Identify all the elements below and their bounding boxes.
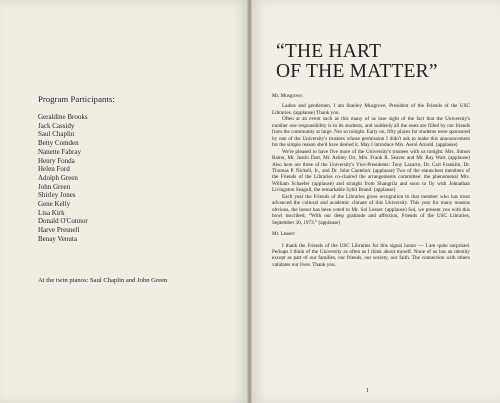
speaker-musgrove: Mr. Musgrove:: [272, 93, 304, 99]
page-title: [276, 42, 466, 82]
participant-name: Shirley Jones: [38, 191, 76, 200]
speaker-lesser: Mr. Lesser:: [272, 231, 296, 238]
participant-name: Betty Comden: [38, 139, 79, 148]
program-participants-heading: Program Participants:: [38, 94, 115, 104]
participant-name: Donald O'Connor: [38, 217, 88, 226]
paragraph: Ladies and gentlemen, I am Stanley Musgrove, President of the Friends of the USC Libraries. (applause) Thank you.: [272, 103, 470, 116]
participants-list: [38, 113, 88, 244]
participant-name: Helen Ford: [38, 165, 70, 174]
participant-name: Benay Venuta: [38, 234, 77, 243]
participant-name: Henry Fonda: [38, 156, 75, 165]
musgrove-remarks: [272, 103, 470, 226]
transcript-body: [272, 93, 470, 268]
participant-name: Nanette Fabray: [38, 147, 81, 156]
participant-name: Geraldine Brooks: [38, 113, 88, 121]
title-line-2: OF THE MATTER”: [276, 61, 438, 82]
twin-pianos-credit: At the twin pianos: Saul Chaplin and John Green: [38, 277, 168, 284]
participant-name: Lisa Kirk: [38, 208, 65, 217]
left-page: [0, 0, 248, 403]
participant-name: John Green: [38, 182, 71, 191]
paragraph: Each year the Friends of the Libraries gives recognition to that member who has most advanced the cultural and academic climate of this University. This year for many reasons obvious, the honor has been voted to Mr. Sol Lesser. (applause) Sol, we present you with this bowl inscribed, “With our deep gratitude and affection, Friends of the USC Libraries, September 30, 1973.” (applause): [272, 193, 470, 226]
title-line-1: “THE HART: [276, 41, 382, 62]
participant-name: Harve Presnell: [38, 226, 80, 235]
paragraph: Often at an event such as this many of us lose sight of the fact that the University's number one responsibility is to its students, and suddenly all the seats are filled by our friends from the community at large. Not so tonight. Early on, fifty places for students were sponsored by one of the University's trustees whose permission I didn't ask to make this announcement for the simple reason she'd have denied it. May I introduce Mrs. Aerol Arnold. (applause): [272, 116, 470, 149]
participant-name: Gene Kelly: [38, 200, 71, 209]
participant-name: Saul Chaplin: [38, 130, 75, 139]
paragraph: I thank the Friends of the USC Libraries for this signal honor — I am quite surprised. Perhaps I think of the University as often as I think about myself. None of us has an identity except as part of our families, our friends, our society, our faith. The connection with others validates our lives. Thank you.: [272, 242, 470, 268]
participant-name: Jack Cassidy: [38, 121, 75, 130]
participant-name: Adolph Green: [38, 173, 78, 182]
page-number: 1: [366, 388, 369, 394]
paragraph: We're pleased to have five more of the University's trustees with us tonight: Mrs. Simon Ramo, Mr. Justin Dart, Mr. Ashley Orr, Mrs. Frank R. Seaver and Mr. Ray Watt. (applause) Also here are three of the University's Vice-Presidents: Tony Lazarro, Dr. Carl Franklin, Dr. Thomas P. Nickell, Jr., and Dr. John Cantelon. (applause) Two of the staunchest members of the Friends of the Libraries co-chaired the arrangements committee: the phenomenal Mrs. William Schaefer (applause) and straight from Shangrila and soon to fly with Johnathan Livingston Seagull, the remarkable Sybil Brand. (applause): [272, 148, 470, 194]
lesser-remarks: [272, 243, 470, 269]
